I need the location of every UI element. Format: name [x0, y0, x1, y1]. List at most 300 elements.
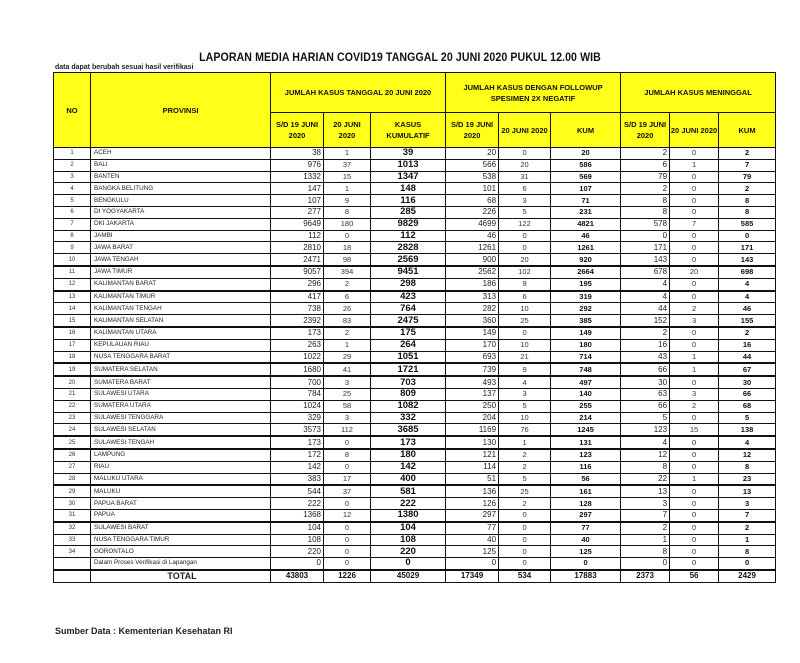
row-number: 2 [54, 159, 91, 171]
header-no: NO [54, 73, 91, 148]
recovered-before: 186 [446, 278, 499, 290]
deaths-cumulative: 66 [719, 388, 776, 400]
deaths-before: 8 [621, 206, 670, 218]
recovered-before: 68 [446, 195, 499, 207]
table-row [54, 498, 776, 510]
deaths-cumulative: 2 [719, 183, 776, 195]
cases-cumulative: 142 [371, 461, 446, 473]
cases-today: 25 [324, 388, 371, 400]
deaths-before: 79 [621, 171, 670, 183]
cases-cumulative: 116 [371, 195, 446, 207]
cases-today: 12 [324, 509, 371, 521]
cases-today: 2 [324, 327, 371, 339]
row-number: 5 [54, 195, 91, 207]
recovered-cumulative: 71 [551, 195, 621, 207]
cases-today: 0 [324, 522, 371, 534]
cases-cumulative: 1380 [371, 509, 446, 521]
recovered-today: 10 [499, 339, 551, 351]
table-row [54, 436, 776, 449]
recovered-before: 130 [446, 436, 499, 449]
province-name: KALIMANTAN BARAT [91, 278, 271, 290]
province-name: ACEH [91, 148, 271, 160]
recovered-before: 282 [446, 303, 499, 315]
recovered-before: 226 [446, 206, 499, 218]
total-m1: 2373 [621, 570, 670, 582]
row-number: 20 [54, 376, 91, 388]
cases-before: 38 [271, 148, 324, 160]
row-number: 3 [54, 171, 91, 183]
deaths-today: 1 [670, 351, 719, 363]
deaths-before: 44 [621, 303, 670, 315]
cases-today: 26 [324, 303, 371, 315]
cases-today: 41 [324, 363, 371, 376]
row-number: 1 [54, 148, 91, 160]
cases-today: 18 [324, 242, 371, 254]
cases-before: 104 [271, 522, 324, 534]
header-meninggal-sd19: S/D 19 JUNI 2020 [621, 113, 670, 148]
cases-today: 98 [324, 254, 371, 266]
cases-before: 976 [271, 159, 324, 171]
row-number: 9 [54, 242, 91, 254]
cases-today: 1 [324, 339, 371, 351]
table-row [54, 327, 776, 339]
province-name: JAMBI [91, 230, 271, 242]
deaths-before: 123 [621, 424, 670, 436]
table-row [54, 242, 776, 254]
table-row [54, 449, 776, 461]
cases-today: 394 [324, 266, 371, 278]
cases-cumulative: 400 [371, 473, 446, 485]
deaths-cumulative: 79 [719, 171, 776, 183]
recovered-today: 25 [499, 315, 551, 327]
province-name: JAWA TENGAH [91, 254, 271, 266]
total-k3: 45029 [371, 570, 446, 582]
deaths-cumulative: 16 [719, 339, 776, 351]
recovered-before: 493 [446, 376, 499, 388]
recovered-today: 20 [499, 254, 551, 266]
cases-cumulative: 39 [371, 148, 446, 160]
table-row [54, 363, 776, 376]
cases-cumulative: 581 [371, 485, 446, 497]
cases-before: 108 [271, 534, 324, 546]
deaths-before: 143 [621, 254, 670, 266]
cases-today: 3 [324, 376, 371, 388]
deaths-cumulative: 4 [719, 291, 776, 303]
cases-cumulative: 112 [371, 230, 446, 242]
province-name: DKI JAKARTA [91, 218, 271, 230]
deaths-today: 1 [670, 363, 719, 376]
header-followup-sd19: S/D 19 JUNI 2020 [446, 113, 499, 148]
deaths-cumulative: 0 [719, 230, 776, 242]
deaths-cumulative: 68 [719, 400, 776, 412]
deaths-today: 0 [670, 376, 719, 388]
recovered-today: 10 [499, 303, 551, 315]
deaths-before: 8 [621, 461, 670, 473]
deaths-cumulative: 7 [719, 509, 776, 521]
recovered-before: 538 [446, 171, 499, 183]
cases-today: 29 [324, 351, 371, 363]
deaths-before: 4 [621, 436, 670, 449]
cases-before: 1332 [271, 171, 324, 183]
recovered-cumulative: 149 [551, 327, 621, 339]
recovered-cumulative: 0 [551, 558, 621, 570]
table-row [54, 148, 776, 160]
recovered-cumulative: 116 [551, 461, 621, 473]
table-row [54, 522, 776, 534]
table-row [54, 183, 776, 195]
cases-before: 173 [271, 436, 324, 449]
cases-cumulative: 175 [371, 327, 446, 339]
deaths-before: 1 [621, 534, 670, 546]
province-name: RIAU [91, 461, 271, 473]
province-name: SULAWESI SELATAN [91, 424, 271, 436]
table-row [54, 412, 776, 424]
deaths-today: 0 [670, 254, 719, 266]
deaths-before: 66 [621, 363, 670, 376]
table-row [54, 424, 776, 436]
row-number: 17 [54, 339, 91, 351]
row-number: 13 [54, 291, 91, 303]
deaths-before: 43 [621, 351, 670, 363]
deaths-before: 12 [621, 449, 670, 461]
recovered-before: 693 [446, 351, 499, 363]
cases-before: 9057 [271, 266, 324, 278]
recovered-today: 20 [499, 159, 551, 171]
deaths-cumulative: 1 [719, 534, 776, 546]
recovered-today: 0 [499, 327, 551, 339]
header-followup-20juni: 20 JUNI 2020 [499, 113, 551, 148]
header-group-kasus: JUMLAH KASUS TANGGAL 20 JUNI 2020 [271, 73, 446, 113]
deaths-before: 22 [621, 473, 670, 485]
deaths-today: 0 [670, 558, 719, 570]
deaths-cumulative: 4 [719, 278, 776, 290]
deaths-before: 2 [621, 327, 670, 339]
row-number: 4 [54, 183, 91, 195]
row-number: 23 [54, 412, 91, 424]
table-row [54, 266, 776, 278]
recovered-today: 21 [499, 351, 551, 363]
cases-today: 0 [324, 546, 371, 558]
deaths-cumulative: 171 [719, 242, 776, 254]
recovered-cumulative: 161 [551, 485, 621, 497]
province-name: PAPUA [91, 509, 271, 521]
cases-before: 277 [271, 206, 324, 218]
header-provinsi: PROVINSI [91, 73, 271, 148]
row-number: 21 [54, 388, 91, 400]
cases-cumulative: 703 [371, 376, 446, 388]
recovered-today: 122 [499, 218, 551, 230]
cases-before: 1368 [271, 509, 324, 521]
recovered-today: 2 [499, 498, 551, 510]
deaths-cumulative: 30 [719, 376, 776, 388]
recovered-before: 51 [446, 473, 499, 485]
deaths-today: 0 [670, 291, 719, 303]
row-number: 6 [54, 206, 91, 218]
cases-today: 37 [324, 485, 371, 497]
cases-today: 1 [324, 148, 371, 160]
cases-cumulative: 264 [371, 339, 446, 351]
recovered-cumulative: 180 [551, 339, 621, 351]
table-row [54, 461, 776, 473]
province-name: BANGKA BELITUNG [91, 183, 271, 195]
province-name: SUMATERA SELATAN [91, 363, 271, 376]
province-name: SULAWESI BARAT [91, 522, 271, 534]
cases-cumulative: 332 [371, 412, 446, 424]
province-name: MALUKU [91, 485, 271, 497]
recovered-before: 121 [446, 449, 499, 461]
recovered-cumulative: 714 [551, 351, 621, 363]
recovered-cumulative: 319 [551, 291, 621, 303]
recovered-before: 2562 [446, 266, 499, 278]
recovered-today: 0 [499, 148, 551, 160]
cases-before: 222 [271, 498, 324, 510]
recovered-cumulative: 586 [551, 159, 621, 171]
row-number: 8 [54, 230, 91, 242]
cases-today: 2 [324, 278, 371, 290]
cases-cumulative: 108 [371, 534, 446, 546]
cases-cumulative: 1721 [371, 363, 446, 376]
recovered-today: 9 [499, 278, 551, 290]
province-name: SULAWESI UTARA [91, 388, 271, 400]
deaths-cumulative: 4 [719, 436, 776, 449]
recovered-today: 2 [499, 449, 551, 461]
row-number: 33 [54, 534, 91, 546]
cases-today: 0 [324, 461, 371, 473]
deaths-today: 0 [670, 242, 719, 254]
row-number [54, 558, 91, 570]
deaths-before: 2 [621, 148, 670, 160]
deaths-cumulative: 2 [719, 327, 776, 339]
deaths-today: 0 [670, 327, 719, 339]
recovered-before: 1261 [446, 242, 499, 254]
deaths-cumulative: 2 [719, 148, 776, 160]
deaths-cumulative: 8 [719, 206, 776, 218]
recovered-before: 125 [446, 546, 499, 558]
row-number: 15 [54, 315, 91, 327]
table-row [54, 376, 776, 388]
cases-today: 8 [324, 449, 371, 461]
recovered-cumulative: 920 [551, 254, 621, 266]
total-k2: 1226 [324, 570, 371, 582]
deaths-today: 1 [670, 159, 719, 171]
recovered-before: 360 [446, 315, 499, 327]
deaths-today: 0 [670, 171, 719, 183]
province-name: Dalam Proses Verifikasi di Lapangan [91, 558, 271, 570]
total-m3: 2429 [719, 570, 776, 582]
recovered-cumulative: 131 [551, 436, 621, 449]
table-row [54, 315, 776, 327]
total-f2: 534 [499, 570, 551, 582]
cases-cumulative: 220 [371, 546, 446, 558]
recovered-before: 739 [446, 363, 499, 376]
table-row [54, 159, 776, 171]
table-row [54, 291, 776, 303]
cases-cumulative: 173 [371, 436, 446, 449]
province-name: PAPUA BARAT [91, 498, 271, 510]
recovered-before: 1169 [446, 424, 499, 436]
deaths-cumulative: 23 [719, 473, 776, 485]
recovered-today: 3 [499, 195, 551, 207]
deaths-today: 0 [670, 534, 719, 546]
total-f3: 17883 [551, 570, 621, 582]
row-number: 24 [54, 424, 91, 436]
deaths-before: 578 [621, 218, 670, 230]
recovered-before: 126 [446, 498, 499, 510]
deaths-before: 8 [621, 195, 670, 207]
cases-today: 15 [324, 171, 371, 183]
cases-today: 0 [324, 230, 371, 242]
cases-before: 142 [271, 461, 324, 473]
province-name: DI YOGYAKARTA [91, 206, 271, 218]
cases-cumulative: 0 [371, 558, 446, 570]
recovered-before: 0 [446, 558, 499, 570]
header-kasus-sd19: S/D 19 JUNI 2020 [271, 113, 324, 148]
deaths-today: 15 [670, 424, 719, 436]
cases-before: 544 [271, 485, 324, 497]
recovered-cumulative: 20 [551, 148, 621, 160]
table-row [54, 558, 776, 570]
province-name: SUMATERA UTARA [91, 400, 271, 412]
deaths-cumulative: 8 [719, 546, 776, 558]
deaths-today: 0 [670, 195, 719, 207]
recovered-before: 170 [446, 339, 499, 351]
cases-cumulative: 222 [371, 498, 446, 510]
province-name: SULAWESI TENGGARA [91, 412, 271, 424]
deaths-before: 4 [621, 291, 670, 303]
recovered-cumulative: 125 [551, 546, 621, 558]
deaths-cumulative: 8 [719, 461, 776, 473]
table-row [54, 303, 776, 315]
deaths-cumulative: 143 [719, 254, 776, 266]
deaths-cumulative: 5 [719, 412, 776, 424]
recovered-cumulative: 107 [551, 183, 621, 195]
province-name: KALIMANTAN SELATAN [91, 315, 271, 327]
cases-cumulative: 9451 [371, 266, 446, 278]
table-row [54, 485, 776, 497]
deaths-before: 16 [621, 339, 670, 351]
recovered-cumulative: 385 [551, 315, 621, 327]
deaths-today: 0 [670, 546, 719, 558]
province-name: BALI [91, 159, 271, 171]
province-name: JAWA TIMUR [91, 266, 271, 278]
row-number: 31 [54, 509, 91, 521]
deaths-cumulative: 8 [719, 195, 776, 207]
recovered-cumulative: 123 [551, 449, 621, 461]
recovered-today: 5 [499, 473, 551, 485]
cases-today: 37 [324, 159, 371, 171]
row-number: 34 [54, 546, 91, 558]
row-number: 12 [54, 278, 91, 290]
recovered-before: 46 [446, 230, 499, 242]
deaths-before: 30 [621, 376, 670, 388]
recovered-before: 900 [446, 254, 499, 266]
recovered-before: 114 [446, 461, 499, 473]
recovered-cumulative: 231 [551, 206, 621, 218]
row-number: 10 [54, 254, 91, 266]
cases-today: 0 [324, 558, 371, 570]
deaths-today: 3 [670, 388, 719, 400]
row-number: 11 [54, 266, 91, 278]
cases-before: 3573 [271, 424, 324, 436]
table-row [54, 400, 776, 412]
deaths-cumulative: 2 [719, 522, 776, 534]
recovered-today: 0 [499, 558, 551, 570]
row-number: 16 [54, 327, 91, 339]
recovered-cumulative: 292 [551, 303, 621, 315]
total-row [54, 570, 776, 582]
province-name: NUSA TENGGARA TIMUR [91, 534, 271, 546]
table-row [54, 473, 776, 485]
deaths-today: 0 [670, 278, 719, 290]
table-row [54, 206, 776, 218]
deaths-today: 0 [670, 449, 719, 461]
deaths-cumulative: 138 [719, 424, 776, 436]
recovered-today: 0 [499, 242, 551, 254]
recovered-cumulative: 497 [551, 376, 621, 388]
table-row [54, 351, 776, 363]
recovered-today: 0 [499, 546, 551, 558]
cases-today: 9 [324, 195, 371, 207]
deaths-cumulative: 0 [719, 558, 776, 570]
province-name: LAMPUNG [91, 449, 271, 461]
cases-before: 2392 [271, 315, 324, 327]
deaths-before: 8 [621, 546, 670, 558]
cases-before: 173 [271, 327, 324, 339]
total-empty [54, 570, 91, 582]
recovered-cumulative: 128 [551, 498, 621, 510]
row-number: 29 [54, 485, 91, 497]
cases-before: 172 [271, 449, 324, 461]
deaths-today: 2 [670, 303, 719, 315]
row-number: 18 [54, 351, 91, 363]
recovered-before: 101 [446, 183, 499, 195]
cases-before: 784 [271, 388, 324, 400]
cases-cumulative: 809 [371, 388, 446, 400]
recovered-today: 3 [499, 388, 551, 400]
deaths-before: 678 [621, 266, 670, 278]
cases-cumulative: 285 [371, 206, 446, 218]
table-row [54, 230, 776, 242]
province-name: NUSA TENGGARA BARAT [91, 351, 271, 363]
deaths-before: 2 [621, 183, 670, 195]
recovered-cumulative: 297 [551, 509, 621, 521]
cases-before: 383 [271, 473, 324, 485]
deaths-before: 2 [621, 522, 670, 534]
recovered-today: 76 [499, 424, 551, 436]
recovered-today: 0 [499, 509, 551, 521]
recovered-today: 31 [499, 171, 551, 183]
table-row [54, 195, 776, 207]
province-name: SUMATERA BARAT [91, 376, 271, 388]
recovered-cumulative: 77 [551, 522, 621, 534]
recovered-before: 566 [446, 159, 499, 171]
province-name: MALUKU UTARA [91, 473, 271, 485]
recovered-before: 313 [446, 291, 499, 303]
recovered-before: 250 [446, 400, 499, 412]
cases-cumulative: 9829 [371, 218, 446, 230]
province-name: JAWA BARAT [91, 242, 271, 254]
cases-before: 0 [271, 558, 324, 570]
header-kasus-kumulatif: KASUS KUMULATIF [371, 113, 446, 148]
cases-cumulative: 423 [371, 291, 446, 303]
deaths-cumulative: 3 [719, 498, 776, 510]
deaths-before: 63 [621, 388, 670, 400]
deaths-cumulative: 12 [719, 449, 776, 461]
recovered-before: 20 [446, 148, 499, 160]
deaths-today: 7 [670, 218, 719, 230]
cases-before: 296 [271, 278, 324, 290]
cases-cumulative: 2475 [371, 315, 446, 327]
